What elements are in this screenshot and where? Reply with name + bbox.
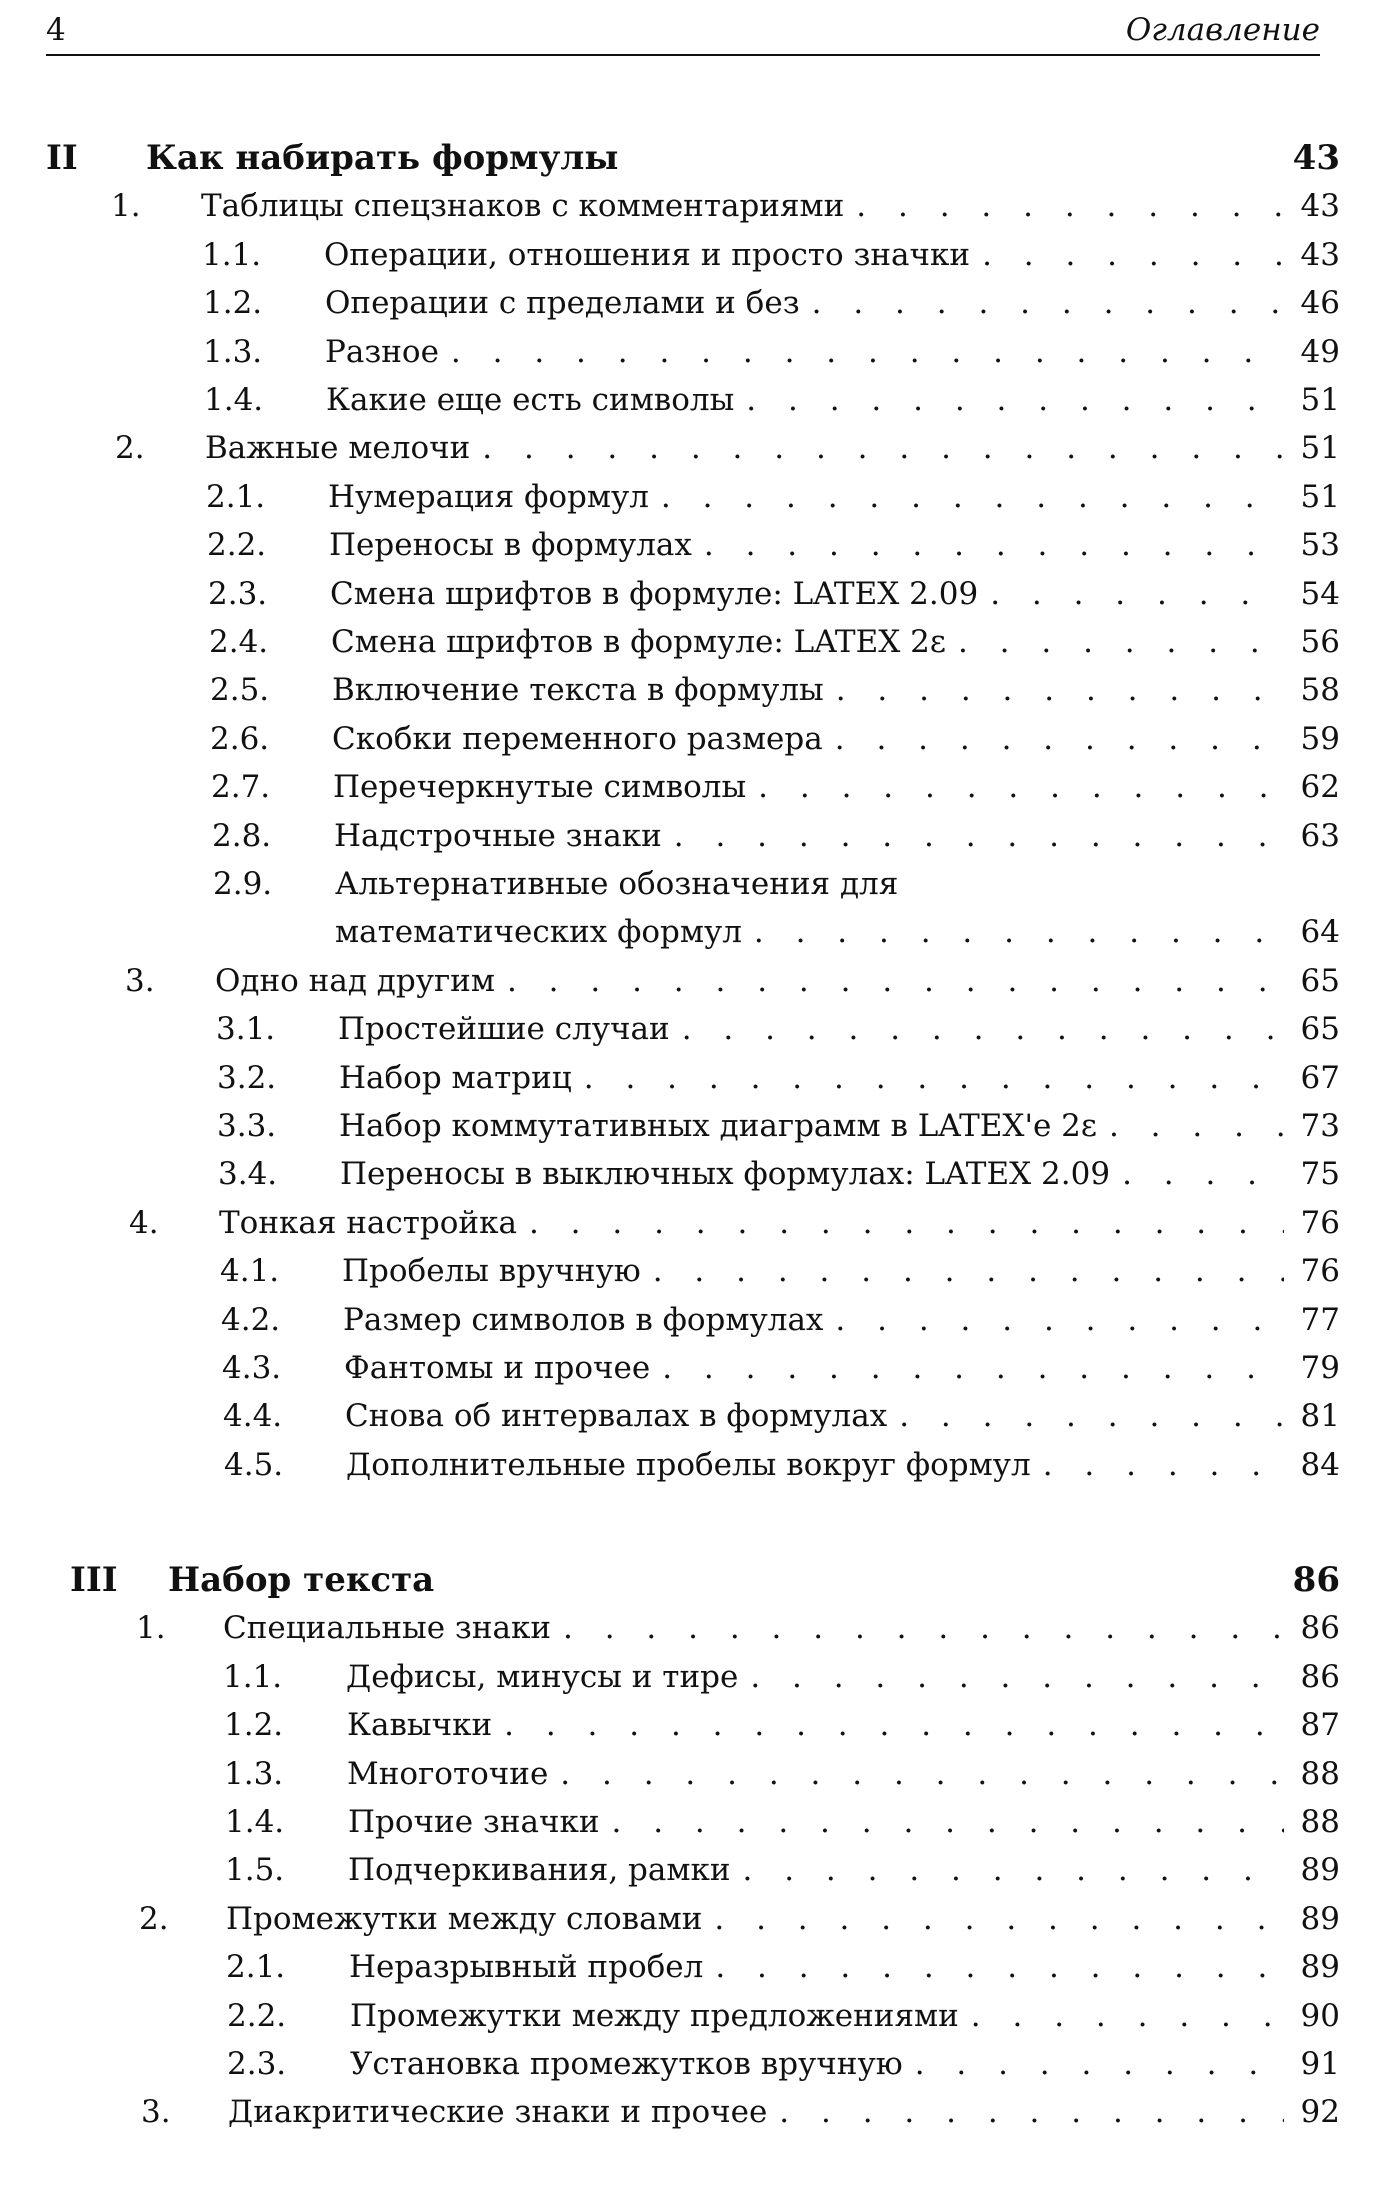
dot-leader (824, 668, 1284, 712)
part-number: III (70, 1560, 118, 1600)
dot-leader (650, 1346, 1284, 1390)
dot-leader (738, 1655, 1284, 1699)
section-entry[interactable] (340, 1152, 1340, 1196)
section-entry[interactable] (346, 1655, 1340, 1699)
section-entry-page: 46 (1300, 285, 1340, 322)
section-entry[interactable] (347, 1703, 1340, 1747)
section-entry-title: Набор матриц (339, 1059, 572, 1096)
section-entry-page: 65 (1300, 1011, 1340, 1048)
section-number: 2.3. (227, 2046, 287, 2082)
section-entry-page: 54 (1300, 575, 1340, 612)
chapter-entry-title: Важные мелочи (205, 430, 471, 467)
part-heading-title: Как набирать формулы (146, 138, 619, 178)
section-entry-page (1284, 862, 1340, 906)
section-entry[interactable] (343, 1298, 1340, 1342)
section-entry-page: 49 (1300, 333, 1340, 370)
chapter-entry-page: 92 (1300, 2094, 1340, 2131)
dot-leader (767, 2090, 1284, 2134)
dot-leader (641, 1249, 1284, 1293)
section-entry[interactable] (345, 1394, 1340, 1438)
section-number: 2.3. (208, 575, 268, 612)
section-number: 4.1. (220, 1253, 280, 1290)
dot-leader (742, 910, 1284, 954)
section-number: 2.2. (227, 1997, 287, 2034)
dot-leader (746, 765, 1284, 809)
section-number: 2.8. (212, 817, 272, 854)
section-entry[interactable] (332, 717, 1340, 761)
chapter-number: 2. (115, 430, 145, 467)
chapter-entry-page: 51 (1300, 430, 1340, 467)
section-entry[interactable] (329, 523, 1340, 567)
section-entry-page: 84 (1300, 1446, 1340, 1483)
dot-leader (470, 426, 1284, 470)
dot-leader (703, 1945, 1284, 1989)
dot-leader (548, 1752, 1284, 1796)
chapter-entry-page: 65 (1300, 962, 1340, 999)
section-number: 4.4. (223, 1398, 283, 1435)
section-entry[interactable] (332, 668, 1340, 712)
part-heading[interactable] (168, 1558, 1340, 1602)
section-entry[interactable] (334, 814, 1340, 858)
section-entry-page: 51 (1300, 382, 1340, 418)
section-entry-page: 91 (1300, 2046, 1340, 2082)
dot-leader (844, 184, 1284, 228)
section-entry-title: Нумерация формул (328, 478, 649, 515)
section-number: 2.2. (207, 527, 267, 564)
chapter-entry-page: 86 (1300, 1610, 1340, 1647)
section-entry-title: Дефисы, минусы и тире (346, 1658, 739, 1695)
section-entry-title: Прочие значки (348, 1804, 600, 1840)
section-number: 3.4. (218, 1156, 278, 1193)
section-entry-page: 87 (1300, 1707, 1340, 1744)
section-entry[interactable] (350, 1994, 1340, 2038)
section-entry-page: 79 (1300, 1350, 1340, 1386)
dot-leader (551, 1606, 1284, 1650)
section-entry-page: 88 (1300, 1804, 1340, 1840)
dot-leader (662, 814, 1284, 858)
dot-leader (434, 1558, 1284, 1602)
dot-leader (1097, 1104, 1284, 1148)
section-number: 1.2. (203, 285, 263, 322)
section-entry-title: Кавычки (347, 1707, 493, 1744)
dot-leader (649, 475, 1284, 519)
section-entry[interactable] (330, 572, 1340, 616)
dot-leader (599, 1800, 1284, 1844)
section-entry-title: Подчеркивания, рамки (348, 1852, 731, 1889)
page-number: 4 (46, 12, 66, 48)
section-entry[interactable] (347, 1752, 1340, 1796)
section-entry[interactable] (344, 1346, 1340, 1390)
section-entry-title: Операции с пределами и без (325, 285, 800, 322)
section-number: 1.1. (202, 236, 262, 273)
dot-leader (823, 717, 1284, 761)
section-entry-title: Фантомы и прочее (344, 1350, 651, 1386)
section-entry[interactable] (348, 1848, 1340, 1892)
section-entry-title: Многоточие (347, 1755, 549, 1792)
section-number: 2.6. (210, 720, 270, 757)
section-number: 2.5. (210, 672, 270, 709)
section-entry-title: Снова об интервалах в формулах (345, 1398, 888, 1435)
section-entry[interactable] (324, 233, 1340, 277)
section-entry-continued-page: 64 (1300, 914, 1340, 951)
dot-leader (702, 1897, 1284, 1941)
section-entry-title: Разное (325, 333, 439, 370)
section-entry-title: Неразрывный пробел (349, 1949, 704, 1986)
section-entry-title: Дополнительные пробелы вокруг формул (346, 1446, 1031, 1483)
section-entry-page: 89 (1300, 1852, 1340, 1889)
section-entry-page: 88 (1300, 1755, 1340, 1792)
chapter-entry-page: 43 (1300, 188, 1340, 225)
part-number: II (46, 138, 78, 178)
section-entry-page: 67 (1300, 1059, 1340, 1096)
dot-leader (946, 620, 1284, 664)
dot-leader (823, 1298, 1284, 1342)
running-title: Оглавление (1125, 12, 1320, 48)
chapter-number: 3. (125, 962, 155, 999)
section-entry-title: Надстрочные знаки (334, 817, 662, 854)
section-number: 1.5. (225, 1852, 285, 1889)
section-number: 2.4. (209, 624, 269, 660)
section-entry-continued[interactable] (335, 910, 1340, 954)
section-entry-title: Включение текста в формулы (332, 672, 824, 709)
chapter-entry-title: Тонкая настройка (219, 1204, 517, 1241)
section-entry[interactable] (339, 1056, 1340, 1100)
section-number: 1.3. (224, 1755, 284, 1792)
section-entry-page: 62 (1300, 769, 1340, 806)
section-entry-title: Перечеркнутые символы (333, 769, 747, 806)
section-number: 1.2. (224, 1707, 284, 1744)
section-entry[interactable] (335, 862, 1340, 906)
dot-leader (959, 1994, 1284, 2038)
chapter-entry-page: 89 (1300, 1900, 1340, 1937)
section-entry-page: 51 (1300, 478, 1340, 515)
section-entry-page: 59 (1300, 720, 1340, 757)
part-heading-page: 86 (1292, 1560, 1340, 1600)
section-number: 3.2. (217, 1059, 277, 1096)
chapter-entry-title: Промежутки между словами (226, 1900, 703, 1937)
section-entry-page: 77 (1300, 1301, 1340, 1338)
chapter-entry-title: Таблицы спецзнаков с комментариями (201, 188, 845, 225)
dot-leader (898, 862, 1284, 906)
dot-leader (495, 959, 1284, 1003)
section-number: 1.4. (204, 382, 264, 418)
section-entry-title: Простейшие случаи (338, 1011, 670, 1048)
chapter-entry[interactable] (205, 426, 1340, 470)
dot-leader (517, 1201, 1284, 1245)
section-entry-page: 73 (1300, 1108, 1340, 1144)
dot-leader (618, 136, 1284, 180)
section-number: 3.1. (216, 1011, 276, 1048)
chapter-number: 4. (129, 1204, 159, 1241)
section-number: 1.1. (223, 1658, 283, 1695)
section-entry-title: Переносы в формулах (329, 527, 692, 564)
dot-leader (1031, 1443, 1284, 1487)
chapter-entry-title: Специальные знаки (223, 1610, 551, 1647)
chapter-entry-title: Диакритические знаки и прочее (228, 2094, 768, 2131)
chapter-entry[interactable] (219, 1201, 1340, 1245)
dot-leader (970, 233, 1284, 277)
section-entry[interactable] (333, 765, 1340, 809)
dot-leader (670, 1007, 1284, 1051)
chapter-entry[interactable] (226, 1897, 1340, 1941)
dot-leader (572, 1056, 1284, 1100)
section-entry[interactable] (349, 1945, 1340, 1989)
section-entry-title: Размер символов в формулах (343, 1301, 824, 1338)
chapter-entry-page: 76 (1300, 1204, 1340, 1241)
section-entry[interactable] (348, 1800, 1340, 1844)
section-number: 2.9. (213, 866, 273, 902)
section-entry[interactable] (346, 1443, 1340, 1487)
dot-leader (731, 1848, 1284, 1892)
section-entry[interactable] (326, 378, 1340, 422)
dot-leader (1110, 1152, 1284, 1196)
part-heading[interactable] (146, 136, 1340, 180)
dot-leader (692, 523, 1284, 567)
dot-leader (492, 1703, 1284, 1747)
dot-leader (887, 1394, 1284, 1438)
section-entry-page: 75 (1300, 1156, 1340, 1193)
chapter-entry-title: Одно над другим (215, 962, 495, 999)
section-entry-title: Операции, отношения и просто значки (324, 236, 971, 273)
section-entry-page: 53 (1300, 527, 1340, 564)
section-entry-page: 58 (1300, 672, 1340, 709)
section-entry[interactable] (350, 2042, 1340, 2086)
section-entry[interactable] (328, 475, 1340, 519)
section-entry-title: Альтернативные обозначения для (335, 866, 899, 902)
section-number: 2.1. (226, 1949, 286, 1986)
chapter-number: 1. (111, 188, 141, 225)
section-entry-page: 89 (1300, 1949, 1340, 1986)
chapter-entry[interactable] (223, 1606, 1340, 1650)
section-entry-title: Переносы в выключных формулах: LATEX 2.09 (340, 1156, 1111, 1193)
part-heading-title: Набор текста (168, 1560, 435, 1600)
part-heading-page: 43 (1292, 138, 1340, 178)
section-number: 2.7. (211, 769, 271, 806)
section-entry-page: 86 (1300, 1658, 1340, 1695)
section-number: 4.2. (221, 1301, 281, 1338)
page-header (46, 8, 1320, 56)
section-entry-title: Промежутки между предложениями (350, 1997, 959, 2034)
dot-leader (734, 378, 1284, 422)
section-entry-title: Набор коммутативных диаграмм в LATEX'е 2ε (339, 1108, 1097, 1144)
section-entry[interactable] (342, 1249, 1340, 1293)
section-entry-title: Скобки переменного размера (332, 720, 823, 757)
section-entry-page: 63 (1300, 817, 1340, 854)
dot-leader (978, 572, 1284, 616)
section-entry-page: 43 (1300, 236, 1340, 273)
section-entry-page: 76 (1300, 1253, 1340, 1290)
chapter-entry[interactable] (201, 184, 1340, 228)
section-entry-page: 56 (1300, 624, 1340, 660)
section-entry-title: Установка промежутков вручную (350, 2046, 903, 2082)
section-entry[interactable] (338, 1007, 1340, 1051)
chapter-number: 1. (136, 1610, 166, 1647)
section-number: 4.5. (224, 1446, 284, 1483)
chapter-entry[interactable] (228, 2090, 1340, 2134)
section-entry[interactable] (331, 620, 1340, 664)
section-number: 1.3. (203, 333, 263, 370)
section-number: 3.3. (217, 1108, 277, 1144)
chapter-entry[interactable] (215, 959, 1340, 1003)
section-number: 4.3. (222, 1350, 282, 1386)
section-number: 2.1. (206, 478, 266, 515)
section-entry-title: Смена шрифтов в формуле: LATEX 2ε (331, 624, 946, 660)
section-entry-title: Какие еще есть символы (326, 382, 735, 418)
section-entry-page: 90 (1300, 1997, 1340, 2034)
section-entry[interactable] (325, 330, 1340, 374)
section-number: 1.4. (225, 1804, 285, 1840)
section-entry-title: Смена шрифтов в формуле: LATEX 2.09 (330, 575, 979, 612)
section-entry-title: Пробелы вручную (342, 1253, 641, 1290)
chapter-number: 3. (141, 2094, 171, 2131)
section-entry-continued-title: математических формул (335, 914, 742, 951)
section-entry[interactable] (325, 281, 1340, 325)
dot-leader (800, 281, 1284, 325)
chapter-number: 2. (139, 1900, 169, 1937)
dot-leader (439, 330, 1284, 374)
section-entry-page: 81 (1300, 1398, 1340, 1435)
dot-leader (903, 2042, 1284, 2086)
section-entry[interactable] (339, 1104, 1340, 1148)
